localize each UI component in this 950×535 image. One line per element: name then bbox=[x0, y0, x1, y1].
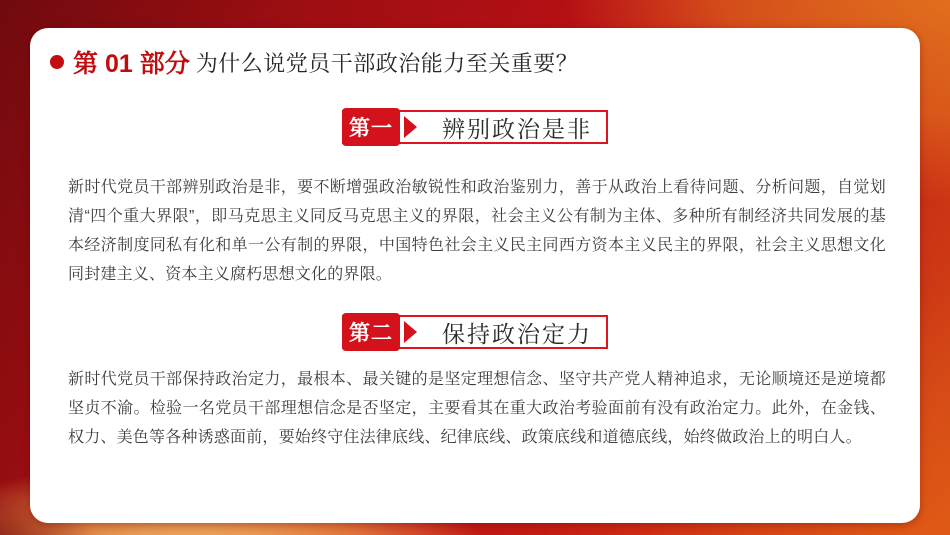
section-2-body: 新时代党员干部保持政治定力，最根本、最关键的是坚定理想信念、坚守共产党人精神追求，无论顺境还是逆境都坚贞不渝。检验一名党员干部理想信念是否坚定，主要看其在重大政治考验面前有没有政治定力。此外，在金钱、权力、美色等各种诱惑面前，要始终守住法律底线、纪律底线、政策底线和道德底线，始终做政治上的明白人。 bbox=[68, 371, 886, 446]
section-2-badge-label: 第二 bbox=[349, 322, 393, 345]
bullet-dot-icon bbox=[50, 55, 64, 69]
part-number-label: 第 01 部分 bbox=[73, 50, 190, 78]
section-2-badge bbox=[342, 313, 400, 351]
arrow-right-icon bbox=[404, 116, 417, 138]
content-card bbox=[30, 28, 920, 523]
section-1-body: 新时代党员干部辨别政治是非，要不断增强政治敏锐性和政治鉴别力，善于从政治上看待问题、分析问题，自觉划清“四个重大界限”，即马克思主义同反马克思主义的界限，社会主义公有制为主体、多种所有制经济共同发展的基本经济制度同私有化和单一公有制的界限，中国特色社会主义民主同西方资本主义民主的界限，社会主义思想文化同封建主义、资本主义腐朽思想文化的界限。 bbox=[68, 179, 886, 283]
page-title: 为什么说党员干部政治能力至关重要？ bbox=[195, 50, 579, 76]
slide-header bbox=[50, 44, 578, 80]
section-2-header bbox=[342, 315, 608, 349]
section-1-badge-label: 第一 bbox=[349, 117, 393, 140]
section-1-header bbox=[342, 110, 608, 144]
section-1-heading: 辨别政治是非 bbox=[442, 115, 592, 142]
section-2-heading: 保持政治定力 bbox=[442, 320, 592, 347]
section-1-badge bbox=[342, 108, 400, 146]
arrow-right-icon bbox=[404, 321, 417, 343]
